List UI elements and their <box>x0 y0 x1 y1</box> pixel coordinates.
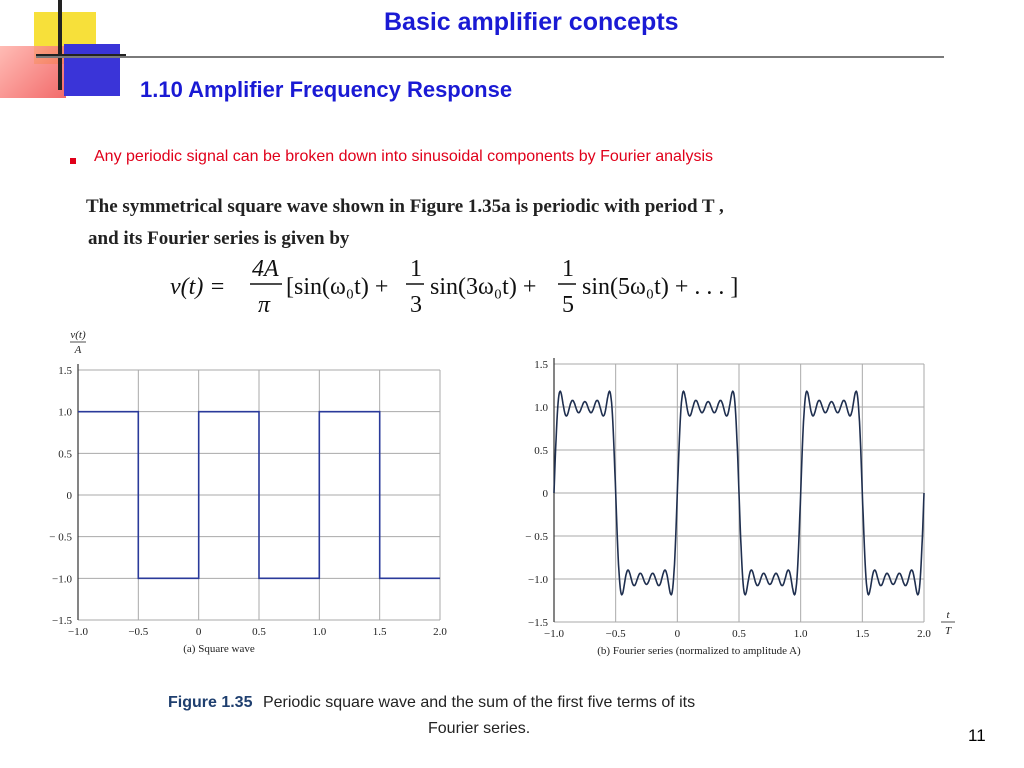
chart-a-xtick-label: −1.0 <box>68 626 88 638</box>
chart-b-ytick-label: −1.5 <box>528 617 548 629</box>
chart-a-xtick-label: 1.0 <box>312 626 327 638</box>
chart-a-ytick-label: 1.0 <box>58 406 72 419</box>
title-divider <box>36 56 944 58</box>
intro-line-2: and its Fourier series is given by <box>88 228 350 249</box>
bullet-marker <box>70 158 76 164</box>
chart-a-xtick-label: −0.5 <box>128 626 149 638</box>
slide-title: Basic amplifier concepts <box>384 8 679 36</box>
chart-a-ytick-label: −1.0 <box>52 573 72 586</box>
eq-frac1-num: 1 <box>410 256 422 282</box>
chart-b-xtick-label: 0.5 <box>732 628 746 640</box>
deco-vertical-bar <box>58 0 62 90</box>
chart-a-ytick-label: 0 <box>66 490 72 502</box>
chart-b-xtick-label: 0 <box>674 628 681 640</box>
chart-b-xtick-label: 1.0 <box>793 628 808 640</box>
chart-b-ytick-label: 0.5 <box>534 445 548 457</box>
eq-term1: [sin(ω₀t) + <box>286 274 389 300</box>
chart-a-ylabel-den: A <box>74 344 82 356</box>
chart-a-xtick-label: 0.5 <box>252 626 266 638</box>
chart-b-xtick-label: −1.0 <box>544 628 564 640</box>
chart-b-xtick-label: 2.0 <box>917 628 931 640</box>
figure-caption-line-2: Fourier series. <box>428 720 531 737</box>
chart-a-title: (a) Square wave <box>183 643 255 655</box>
bullet-text: Any periodic signal can be broken down into sinusoidal components by Fourier analysis <box>94 148 714 165</box>
fourier-series-chart <box>510 346 970 662</box>
chart-b-ytick-label: 0 <box>542 488 548 500</box>
eq-frac1-den: 3 <box>410 292 422 318</box>
eq-lhs: v(t) = <box>170 274 226 300</box>
chart-a-ytick-label: − 0.5 <box>49 531 72 544</box>
page-number: 11 <box>968 726 986 745</box>
chart-a-ytick-label: 0.5 <box>58 448 72 461</box>
eq-term3: sin(5ω₀t) + . . . ] <box>582 274 739 300</box>
eq-coef-num: 4A <box>252 256 279 282</box>
intro-line-1: The symmetrical square wave shown in Figure 1.35a is periodic with period T , <box>86 196 724 217</box>
chart-b-ytick-label: 1.5 <box>534 359 548 371</box>
chart-a-xtick-label: 0 <box>195 626 202 638</box>
chart-b-title: (b) Fourier series (normalized to amplitude A) <box>597 645 801 657</box>
eq-frac2-den: 5 <box>562 292 574 318</box>
chart-b-xlabel-num: t <box>946 609 950 621</box>
chart-b-ytick-label: 1.0 <box>534 402 548 414</box>
figure-caption-text: Periodic square wave and the sum of the first five terms of its <box>262 694 696 711</box>
chart-a-ytick-label: 1.5 <box>58 365 72 377</box>
eq-frac2-num: 1 <box>562 256 574 282</box>
chart-a-ytick-label: −1.5 <box>52 615 72 627</box>
chart-b-xlabel-den: T <box>944 625 952 637</box>
chart-b-xtick-label: −0.5 <box>605 628 626 640</box>
eq-coef-den: π <box>258 292 271 318</box>
chart-a-xtick-label: 2.0 <box>433 626 447 638</box>
square-wave-chart <box>30 326 470 656</box>
chart-b-xtick-label: 1.5 <box>855 628 870 640</box>
chart-b-ytick-label: −1.0 <box>528 574 548 586</box>
chart-a-ylabel-num: v(t) <box>70 329 86 341</box>
chart-a-xtick-label: 1.5 <box>372 626 387 638</box>
figure-caption-label: Figure 1.35 <box>168 694 253 711</box>
figure-caption-line-1 <box>168 694 695 712</box>
fourier-equation <box>170 252 770 322</box>
chart-b-ytick-label: − 0.5 <box>525 531 548 543</box>
section-subtitle: 1.10 Amplifier Frequency Response <box>140 77 513 102</box>
eq-term2: sin(3ω₀t) + <box>430 274 537 300</box>
deco-blue-square <box>64 44 120 96</box>
